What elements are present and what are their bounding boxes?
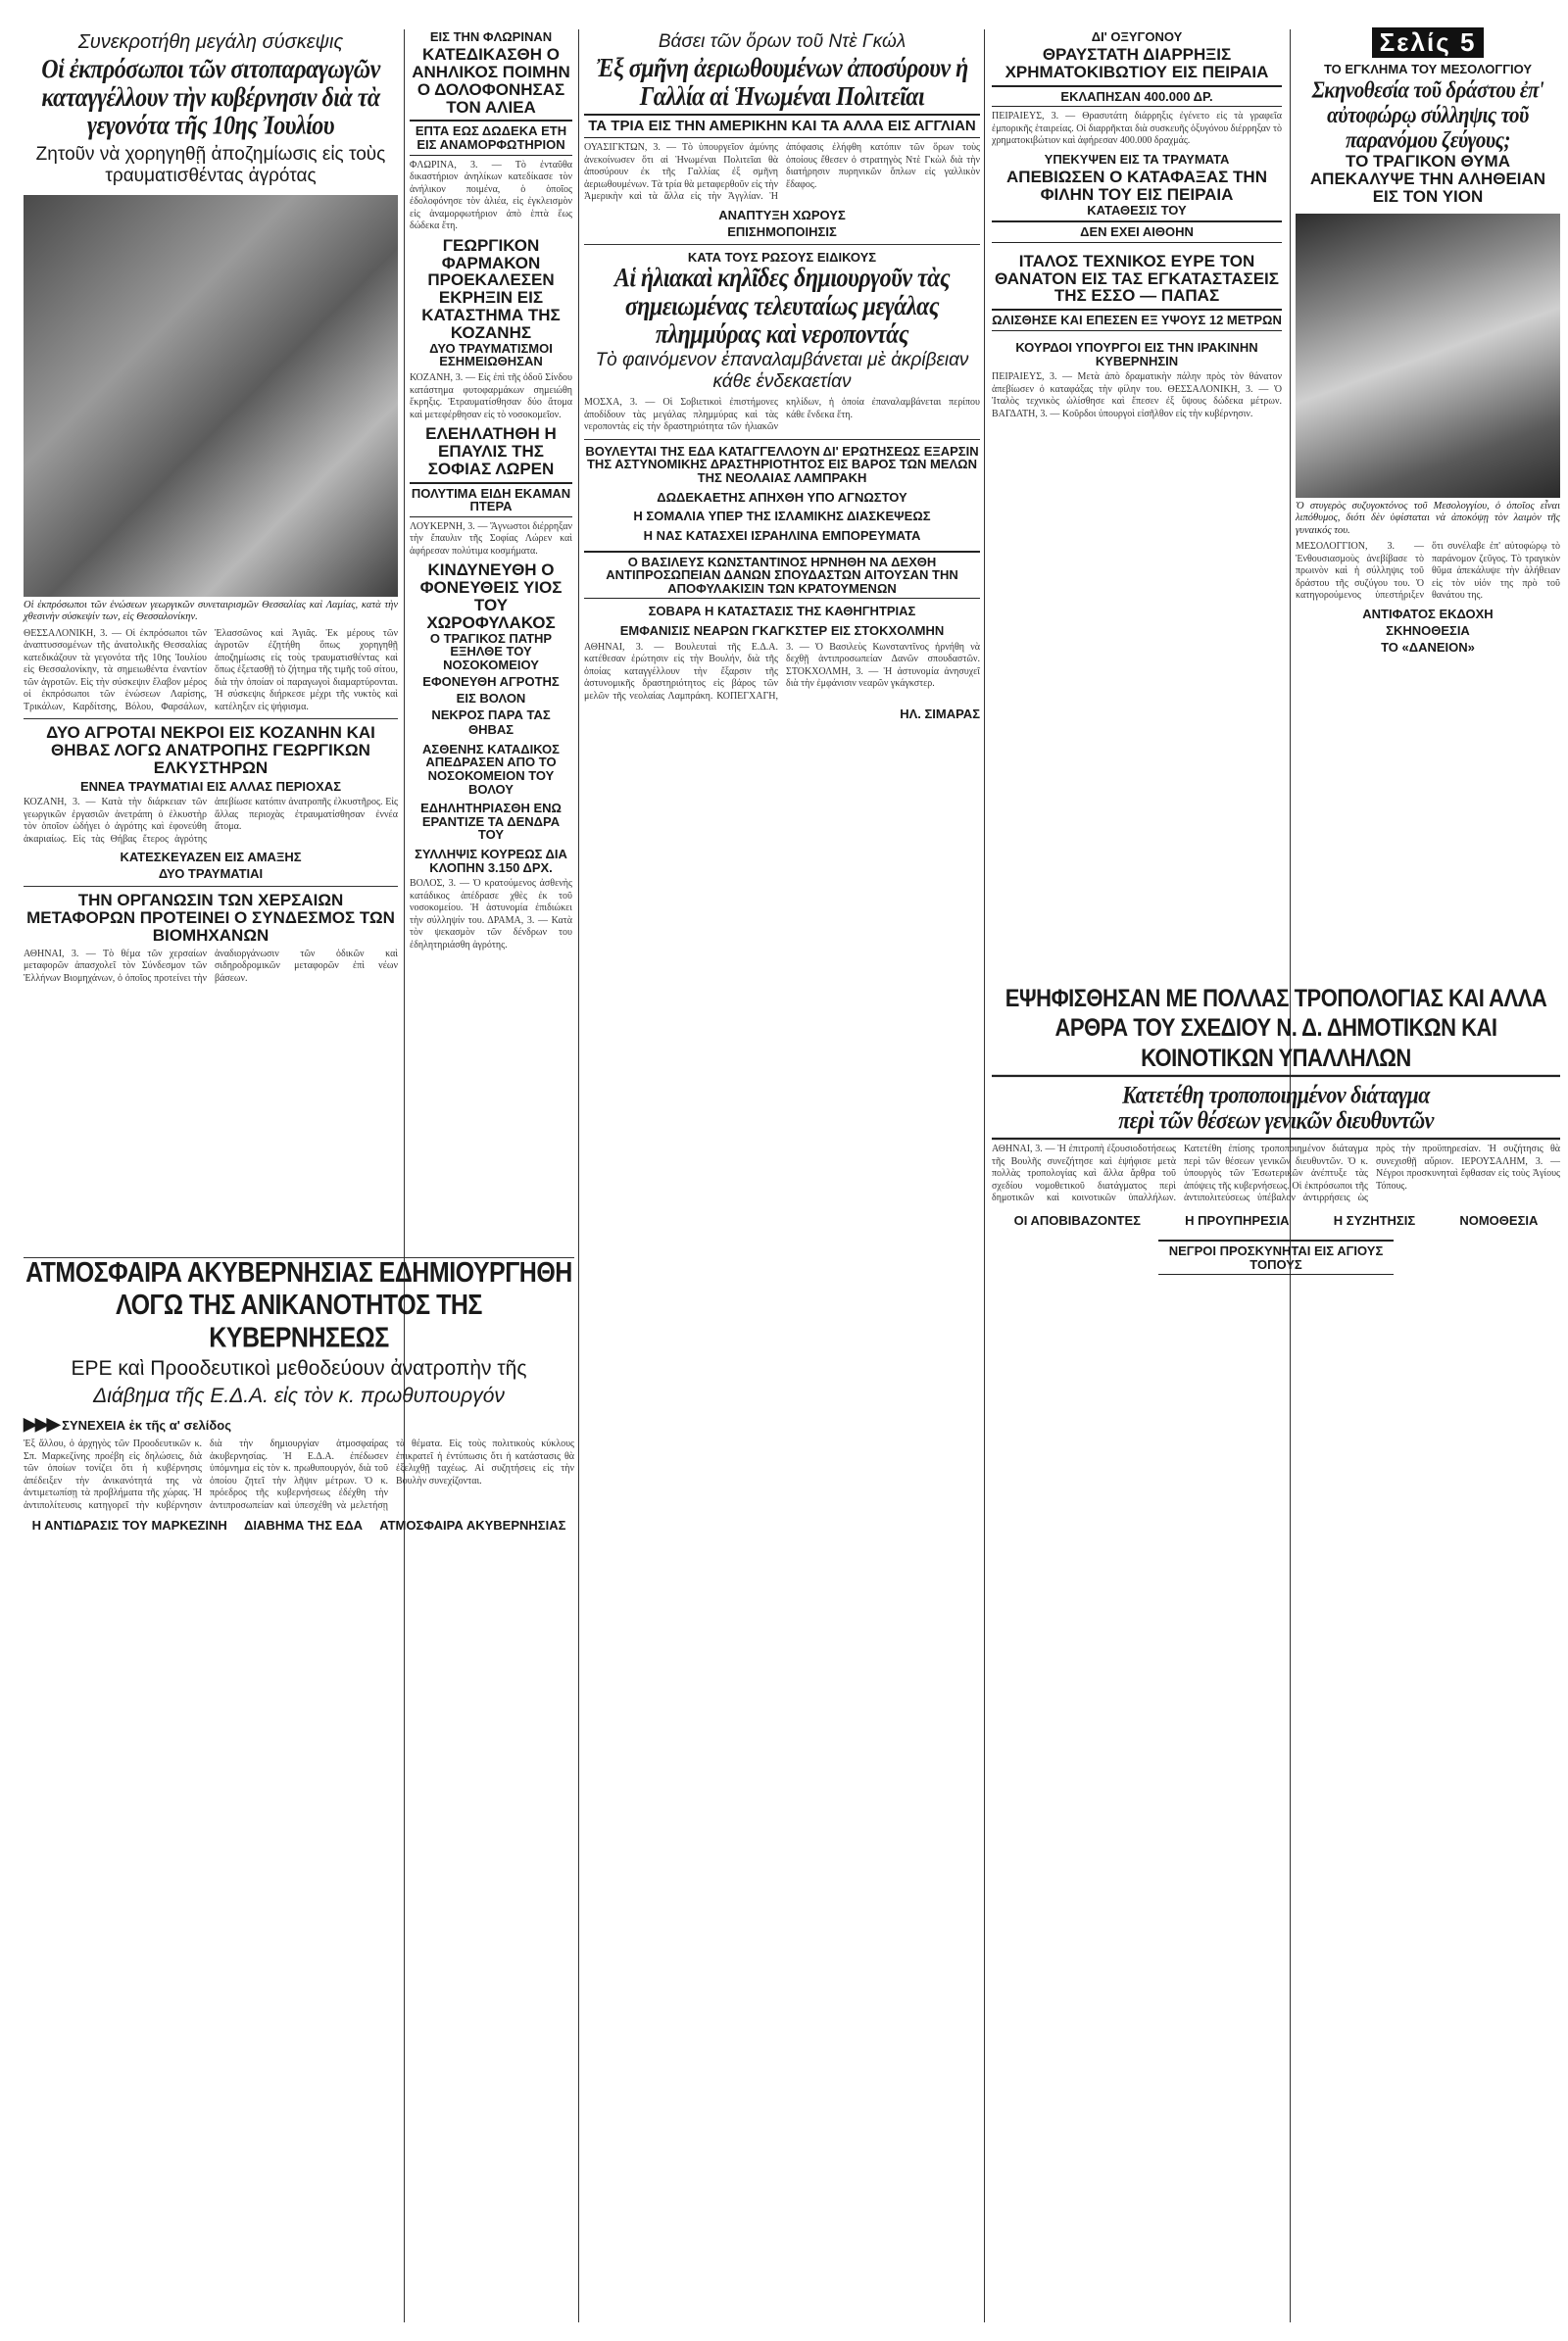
section-label: ΑΝΤΙΦΑΤΟΣ ΕΚΔΟΧΗ bbox=[1362, 606, 1494, 621]
article-body: ΘΕΣΣΑΛΟΝΙΚΗ, 3. — Οἱ ἐκπρόσωποι τῶν ἀναπτυσσομένων τῆς ἀνατολικῆς Θεσσαλίας κατεδικάζουν τὰ γεγονότα τῆς 10ης Ἰουλίου εἰς Θεσσαλονίκην, τὰ σημειωθέντα ἐναντίον τῶν ἀγροτῶν. Εἰς τὴν σύσκεψιν ἔλαβον μέρος οἱ ἐκπρόσωποι τῶν ἑνώσεων Λαρίσης, Τρικάλων, Καρδίτσης, Βόλου, Φαρσάλων, Ἐλασσῶνος καὶ Ἀγιᾶς. Ἐκ μέρους τῶν ἀγροτῶν ἐζητήθη ὅπως χορηγηθῇ ἀποζημίωσις εἰς τοὺς τραυματισθέντας καὶ ὅπως ἐξετασθῇ τὸ ζήτημα τῆς τιμῆς τοῦ σίτου, διὰ τὴν ὁποίαν οἱ παραγωγοὶ διαμαρτύρονται. Ἡ σύσκεψις διήρκεσε μέχρι τῆς νυκτὸς καὶ κατέληξεν εἰς ψήφισμα. bbox=[24, 627, 398, 712]
headline-municipal-employees: ΕΨΗΦΙΣΘΗΣΑΝ ΜΕ ΠΟΛΛΑΣ ΤΡΟΠΟΛΟΓΙΑΣ ΚΑΙ ΑΛΛΑ ΑΡΘΡΑ ΤΟΥ ΣΧΕΔΙΟΥ Ν. Δ. ΔΗΜΟΤΙΚΩΝ ΚΑΙ ΚΟΙΝΟΤΙΚΩΝ ΥΠΑΛΛΗΛΩΝ bbox=[1004, 984, 1547, 1072]
section-label: ΝΟΜΟΘΕΣΙΑ bbox=[1459, 1212, 1539, 1228]
subheadline: περὶ τῶν θέσεων γενικῶν διευθυντῶν bbox=[992, 1107, 1560, 1140]
subheadline: Διάβημα τῆς Ε.Δ.Α. εἰς τὸν κ. πρωθυπουργόν bbox=[93, 1385, 505, 1408]
headline-king-constantine: Ο ΒΑΣΙΛΕΥΣ ΚΩΝΣΤΑΝΤΙΝΟΣ ΗΡΝΗΘΗ ΝΑ ΔΕΧΘΗ ΑΝΤΙΠΡΟΣΩΠΕΙΑΝ ΔΑΝΩΝ ΣΠΟΥΔΑΣΤΩΝ ΑΙΤΟΥΣΑΝ ΤΗΝ ΑΠΟΦΥΛΑΚΙΣΙΝ ΤΩΝ ΚΡΑΤΟΥΜΕΝΩΝ bbox=[584, 551, 980, 600]
headline-loren: ΕΛΕΗΛΑΤΗΘΗ Η ΕΠΑΥΛΙΣ ΤΗΣ ΣΟΦΙΑΣ ΛΩΡΕΝ bbox=[425, 424, 557, 478]
photo-caption: Ὁ στυγερὸς συζυγοκτόνος τοῦ Μεσολογγίου, ὁ ὁποῖος εἶναι λιπόθυμος, διότι δὲν ὑφίσταται νὰ ἀποκόψῃ τὸν λαιμὸν τῆς γυναικός του. bbox=[1296, 500, 1560, 536]
headline-pilgrims: ΝΕΓΡΟΙ ΠΡΟΣΚΥΝΗΤΑΙ ΕΙΣ ΑΓΙΟΥΣ ΤΟΠΟΥΣ bbox=[1158, 1240, 1394, 1275]
section-label: Η ΠΡΟΥΠΗΡΕΣΙΑ bbox=[1185, 1212, 1290, 1228]
article-body: ΑΘΗΝΑΙ, 3. — Τὸ θέμα τῶν χερσαίων μεταφορῶν ἀπασχολεῖ τὸν Σύνδεσμον τῶν Ἑλλήνων Βιομηχάνων, ὁ ὁποῖος προτείνει τὴν ἀναδιοργάνωσιν τῶν ὁδικῶν καὶ σιδηροδρομικῶν μεταφορῶν ἐπὶ νέων βάσεων. bbox=[24, 948, 398, 984]
headline-kozani-explosion: ΓΕΩΡΓΙΚΟΝ ΦΑΡΜΑΚΟΝ ΠΡΟΕΚΑΛΕΣΕΝ ΕΚΡΗΞΙΝ ΕΙΣ ΚΑΤΑΣΤΗΜΑ ΤΗΣ ΚΟΖΑΝΗΣ bbox=[421, 235, 561, 342]
subheadline: ΕΞΗΛΘΕ ΤΟΥ ΝΟΣΟΚΟΜΕΙΟΥ bbox=[443, 644, 539, 672]
photo-suspect bbox=[1296, 214, 1560, 498]
section-label: ΕΙΣ ΒΟΛΟΝ bbox=[456, 690, 526, 706]
kicker: Συνεκροτήθη μεγάλη σύσκεψις bbox=[77, 31, 344, 53]
article-body: Ἐξ ἄλλου, ὁ ἀρχηγὸς τῶν Προοδευτικῶν κ. Σπ. Μαρκεζίνης προέβη εἰς δηλώσεις, διὰ τῶν ὁποίων τονίζει ὅτι ἡ κυβέρνησις ἀπέδειξεν τὴν ἀνικανότητά της νὰ ἀντιμετωπίσῃ τὰ προβλήματα τῆς χώρας. Ἡ ἀντιπολίτευσις κατηγορεῖ τὴν κυβέρνησιν διὰ τὴν δημιουργίαν ἀτμοσφαίρας ἀκυβερνησίας. Ἡ Ε.Δ.Α. ἐπέδωσεν ὑπόμνημα εἰς τὸν κ. πρωθυπουργόν, διὰ τοῦ ὁποίου ζητεῖ τὴν λῆψιν μέτρων. Ὁ κ. πρόεδρος τῆς κυβερνήσεως ἐδέχθη τὴν ἀντιπροσωπείαν καὶ ὑπεσχέθη νὰ μελετήσῃ τὰ θέματα. Εἰς τοὺς πολιτικοὺς κύκλους ἐπικρατεῖ ἡ ἐντύπωσις ὅτι ἡ κατάστασις θὰ ἐξελιχθῇ ταχέως. Αἱ συζητήσεις εἰς τὴν Βουλὴν συνεχίζονται. bbox=[24, 1439, 574, 1511]
subheadline: ΕΡΕ καὶ Προοδευτικοὶ μεθοδεύουν ἀνατροπὴν τῆς bbox=[71, 1357, 527, 1381]
column-3 bbox=[584, 27, 980, 723]
headline-gangsters: ΕΜΦΑΝΙΣΙΣ ΝΕΑΡΩΝ ΓΚΑΓΚΣΤΕΡ ΕΙΣ ΣΤΟΚΧΟΛΜΗΝ bbox=[619, 623, 945, 639]
headline-sunspots: Αἱ ἡλιακαὶ κηλῖδες δημιουργοῦν τὰς σημειωμένας τελευταίως μεγάλας πλημμύρας καὶ νεροποντάς bbox=[613, 263, 951, 350]
article-body: ΠΕΙΡΑΙΕΥΣ, 3. — Μετὰ ἀπὸ δραματικὴν πάλην πρὸς τὸν θάνατον ἀπεβίωσεν ὁ καταφάξας τὴν φίλην του. ΘΕΣΣΑΛΟΝΙΚΗ, 3. — Ὁ Ἰταλὸς τεχνικὸς ὠλίσθησε καὶ ἔπεσεν ἐξ ὕψους δώδεκα μέτρων. ΒΑΓΔΑΤΗ, 3. — Κοῦρδοι ὑπουργοὶ εἰσῆλθον εἰς τὴν κυβέρνησιν. bbox=[992, 371, 1282, 419]
article-body: ΑΘΗΝΑΙ, 3. — Βουλευταὶ τῆς Ε.Δ.Α. κατέθεσαν ἐρώτησιν εἰς τὴν Βουλήν, διὰ τῆς ὁποίας καταγγέλλουν τὴν ἔξαρσιν τῆς ἀστυνομικῆς δραστηριότητος εἰς βάρος τῶν μελῶν τῆς νεολαίας Λαμπράκη. ΚΟΠΕΓΧΑΓΗ, 3. — Ὁ Βασιλεὺς Κωνσταντῖνος ἠρνήθη νὰ δεχθῇ ἀντιπροσωπείαν Δανῶν σπουδαστῶν. ΣΤΟΚΧΟΛΜΗ, 3. — Ἡ ἀστυνομία ἀνησυχεῖ διὰ τὴν ἐμφάνισιν νεαρῶν γκάγκστερ. bbox=[584, 641, 980, 702]
photo-caption: Οἱ ἐκπρόσωποι τῶν ἑνώσεων γεωργικῶν συνεταιρισμῶν Θεσσαλίας καὶ Λαμίας, κατὰ τὴν χθεσινὴν σύσκεψίν των, εἰς Θεσσαλονίκην. bbox=[24, 599, 398, 623]
section-label: ΣΚΗΝΟΘΕΣΙΑ bbox=[1386, 622, 1470, 638]
continuation-label bbox=[24, 1414, 574, 1435]
headline-barber: ΣΥΛΛΗΨΙΣ ΚΟΥΡΕΩΣ ΔΙΑ ΚΛΟΠΗΝ 3.150 ΔΡΧ. bbox=[415, 847, 567, 875]
section-label: Η ΣΥΖΗΤΗΣΙΣ bbox=[1333, 1212, 1416, 1228]
headline-grain-producers: Οἱ ἐκπρόσωποι τῶν σιτοπαραγωγῶν καταγγέλλουν τὴν κυβέρνησιν διὰ τὰ γεγονότα τῆς 10ης Ἰουλίου bbox=[41, 55, 380, 142]
column-rule bbox=[404, 29, 405, 2322]
subheadline: ΕΣΗΜΕΙΩΘΗΣΑΝ bbox=[439, 354, 543, 369]
article-body: ΛΟΥΚΕΡΝΗ, 3. — Ἄγνωστοι διέρρηξαν τὴν ἔπαυλιν τῆς Σοφίας Λώρεν καὶ ἀφήρεσαν πολύτιμα κοσμήματα. bbox=[410, 520, 572, 557]
headline-gendarme-son: ΚΙΝΔΥΝΕΥΘΗ Ο ΦΟΝΕΥΘΕΙΣ ΥΙΟΣ ΤΟΥ ΧΩΡΟΦΥΛΑΚΟΣ bbox=[419, 561, 563, 632]
section-label: ΤΟ ΕΓΚΛΗΜΑ ΤΟΥ ΜΕΣΟΛΟΓΓΙΟΥ bbox=[1323, 62, 1533, 76]
article-body: ΠΕΙΡΑΙΕΥΣ, 3. — Θρασυτάτη διάρρηξις ἐγένετο εἰς τὰ γραφεῖα ἐμπορικῆς ἑταιρείας. Οἱ διαρρῆκται διὰ συσκευῆς ὀξυγόνου διέρρηξαν τὸ χρηματοκιβώτιον καὶ ἀφήρεσαν 400.000 δραχμάς. bbox=[992, 111, 1282, 147]
section-label: ΔΥΟ ΤΡΑΥΜΑΤΙΑΙ bbox=[158, 866, 264, 882]
subheadline: ΕΠΤΑ ΕΩΣ ΔΩΔΕΚΑ ΕΤΗ ΕΙΣ ΑΝΑΜΟΡΦΩΤΗΡΙΟΝ bbox=[410, 120, 572, 155]
headline-somalia: Η ΣΟΜΑΛΙΑ ΥΠΕΡ ΤΗΣ ΙΣΛΑΜΙΚΗΣ ΔΙΑΣΚΕΨΕΩΣ bbox=[633, 509, 931, 524]
subheadline: Τὸ φαινόμενον ἐπαναλαμβάνεται μὲ ἀκρίβειαν κάθε ἑνδεκαετίαν bbox=[595, 350, 969, 393]
page-number-badge: Σελίς 5 bbox=[1372, 27, 1485, 58]
subheadline: ΕΝΝΕΑ ΤΡΑΥΜΑΤΙΑΙ ΕΙΣ ΑΛΛΑΣ ΠΕΡΙΟΧΑΣ bbox=[79, 778, 341, 794]
section-label: ΕΙΣ ΤΗΝ ΦΛΩΡΙΝΑΝ bbox=[429, 29, 553, 44]
subheadline: Ζητοῦν νὰ χορηγηθῇ ἀποζημίωσις εἰς τοὺς τραυματισθέντας ἀγρότας bbox=[35, 143, 386, 186]
continuation-text: ΣΥΝΕΧΕΙΑ ἐκ τῆς α' σελίδος bbox=[62, 1418, 231, 1434]
headline-eda-police: ΒΟΥΛΕΥΤΑΙ ΤΗΣ ΕΔΑ ΚΑΤΑΓΓΕΛΛΟΥΝ ΔΙ' ΕΡΩΤΗΣΕΩΣ ΕΞΑΡΣΙΝ ΤΗΣ ΑΣΤΥΝΟΜΙΚΗΣ ΔΡΑΣΤΗΡΙΟΤΗΤΟΣ ΕΙΣ ΒΑΡΟΣ ΤΩΝ ΜΕΛΩΝ ΤΗΣ ΝΕΟΛΑΙΑΣ ΛΑΜΠΡΑΚΗ bbox=[585, 443, 979, 485]
main-political-article bbox=[24, 1252, 574, 1535]
headline-mesolongi: Σκηνοθεσία τοῦ δράστου ἐπ' αὐτοφώρῳ σύλληψις τοῦ παρανόμου ζεύγους; bbox=[1311, 75, 1544, 154]
subheadline: ΤΑ ΤΡΙΑ ΕΙΣ ΤΗΝ ΑΜΕΡΙΚΗΝ ΚΑΙ ΤΑ ΑΛΛΑ ΕΙΣ ΑΓΓΛΙΑΝ bbox=[584, 114, 980, 138]
article-body: ΟΥΑΣΙΓΚΤΩΝ, 3. — Τὸ ὑπουργεῖον ἀμύνης ἀνεκοίνωσεν ὅτι αἱ Ἡνωμέναι Πολιτεῖαι θὰ ἀποσύρουν ἐκ τῆς Γαλλίας ἐξ σμῆνη ἀεριωθουμένων. Τὰ τρία θὰ μεταφερθοῦν εἰς τὴν Ἀμερικὴν καὶ τὰ ἄλλα εἰς τὴν Ἀγγλίαν. Ἡ ἀπόφασις ἐλήφθη κατόπιν τῶν ὅρων τοὺς ὁποίους ἔθεσεν ὁ στρατηγὸς Ντὲ Γκὼλ διὰ τὴν διατήρησιν πυρηνικῶν ὅπλων εἰς γαλλικὸν ἔδαφος. bbox=[584, 142, 980, 203]
headline-piraeus-stabbing: ΑΠΕΒΙΩΣΕΝ Ο ΚΑΤΑΦΑΞΑΣ ΤΗΝ ΦΙΛΗΝ ΤΟΥ ΕΙΣ ΠΕΙΡΑΙΑ bbox=[1006, 167, 1267, 204]
article-body: ΒΟΛΟΣ, 3. — Ὁ κρατούμενος ἀσθενὴς κατάδικος ἀπέδρασε χθὲς ἐκ τοῦ νοσοκομείου. Ἡ ἀστυνομία ἐπιδιώκει τὴν σύλληψίν του. ΔΡΑΜΑ, 3. — Κατὰ τὸν ψεκασμὸν τῶν δένδρων του ἐδηλητηριάσθη ἀγρότης. bbox=[410, 878, 572, 951]
headline-abducted: ΔΩΔΕΚΑΕΤΗΣ ΑΠΗΧΘΗ ΥΠΟ ΑΓΝΩΣΤΟΥ bbox=[657, 489, 907, 505]
article-body: ΜΕΣΟΛΟΓΓΙΟΝ, 3. — Ἐνθουσιασμοὺς ἀνεβίβασε τὸ πρωινὸν καὶ ἡ σύλληψις τοῦ δράστου τῆς συζύγου του. Ὁ κατηγορούμενος ὑπεστήριξεν ὅτι συνέλαβε ἐπ' αὐτοφώρῳ τὸ παράνομον ζεῦγος. Τὸ τραγικὸν θῦμα ἀπεκάλυψε τὴν ἀλήθειαν εἰς τὸν υἱόν της πρὸ τοῦ θανάτου της. bbox=[1296, 541, 1560, 602]
headline-ungovernability: ΑΤΜΟΣΦΑΙΡΑ ΑΚΥΒΕΡΝΗΣΙΑΣ ΕΔΗΜΙΟΥΡΓΗΘΗ ΛΟΓΩ ΤΗΣ ΑΝΙΚΑΝΟΤΗΤΟΣ ΤΗΣ ΚΥΒΕΡΝΗΣΕΩΣ bbox=[25, 1256, 572, 1353]
article-body: ΜΟΣΧΑ, 3. — Οἱ Σοβιετικοὶ ἐπιστήμονες ἀποδίδουν τὰς μεγάλας πλημμύρας καὶ τὰς νεροποντὰς εἰς τὴν δραστηριότητα τῶν ἡλιακῶν κηλίδων, ἡ ὁποία ἐπαναλαμβάνεται περίπου κάθε ἕνδεκα ἔτη. bbox=[584, 397, 980, 433]
article-body: ΚΟΖΑΝΗ, 3. — Κατὰ τὴν διάρκειαν τῶν γεωργικῶν ἐργασιῶν ἀνετράπη ὁ ἐλκυστὴρ τὸν ὁποῖον ὡδήγει ὁ ἀγρότης καὶ ἐφονεύθη ἀκαριαίως. Εἰς τὰς Θήβας ἕτερος ἀγρότης ἀπεβίωσε κατόπιν ἀνατροπῆς ἐλκυστῆρος. Εἰς ἄλλας περιοχὰς ἐτραυματίσθησαν ἐννέα ἄτομα. bbox=[24, 797, 398, 845]
headline-farmers-dead: ΔΥΟ ΑΓΡΟΤΑΙ ΝΕΚΡΟΙ ΕΙΣ ΚΟΖΑΝΗΝ ΚΑΙ ΘΗΒΑΣ ΛΟΓΩ ΑΝΑΤΡΟΠΗΣ ΓΕΩΡΓΙΚΩΝ ΕΛΚΥΣΤΗΡΩΝ bbox=[46, 723, 375, 777]
subheadline: Ο ΤΡΑΓΙΚΟΣ ΠΑΤΗΡ bbox=[429, 630, 553, 646]
headline-florina: ΚΑΤΕΔΙΚΑΣΘΗ Ο ΑΝΗΛΙΚΟΣ ΠΟΙΜΗΝ Ο ΔΟΛΟΦΟΝΗΣΑΣ ΤΟΝ ΑΛΙΕΑ bbox=[412, 45, 570, 117]
headline-poisoned: ΕΔΗΛΗΤΗΡΙΑΣΘΗ ΕΝΩ ΕΡΑΝΤΙΖΕ ΤΑ ΔΕΝΔΡΑ ΤΟΥ bbox=[420, 801, 562, 843]
subheadline: Κατετέθη τροποποιημένον διάταγμα bbox=[992, 1075, 1560, 1107]
column-4 bbox=[992, 27, 1282, 424]
subheadline: ΩΛΙΣΘΗΣΕ ΚΑΙ ΕΠΕΣΕΝ ΕΞ ΥΨΟΥΣ 12 ΜΕΤΡΩΝ bbox=[992, 309, 1282, 331]
headline-kurd-ministers: ΚΟΥΡΔΟΙ ΥΠΟΥΡΓΟΙ ΕΙΣ ΤΗΝ ΙΡΑΚΙΝΗΝ ΚΥΒΕΡΝΗΣΙΝ bbox=[1015, 339, 1258, 368]
column-1 bbox=[24, 27, 398, 989]
section-label: ΕΠΙΣΗΜΟΠΟΙΗΣΙΣ bbox=[727, 223, 837, 239]
subheadline: ΔΕΝ ΕΧΕΙ ΑΙΘΟΗΝ bbox=[992, 220, 1282, 243]
section-label: ΚΑΤΑ ΤΟΥΣ ΡΩΣΟΥΣ ΕΙΔΙΚΟΥΣ bbox=[687, 249, 877, 265]
column-rule bbox=[578, 29, 579, 2322]
column-2 bbox=[410, 27, 572, 955]
subheadline: ΠΟΛΥΤΙΜΑ ΕΙΔΗ ΕΚΑΜΑΝ ΠΤΕΡΑ bbox=[410, 482, 572, 517]
section-label: ΝΕΚΡΟΣ ΠΑΡΑ ΤΑΣ ΘΗΒΑΣ bbox=[431, 707, 551, 737]
section-label: ΑΝΑΠΤΥΞΗ ΧΩΡΟΥΣ bbox=[718, 207, 846, 222]
subheadline: ΕΚΛΑΠΗΣΑΝ 400.000 ΔΡ. bbox=[992, 85, 1282, 108]
section-label: ΚΑΤΕΣΚΕΥΑΖΕΝ ΕΙΣ ΑΜΑΞΗΣ bbox=[120, 850, 302, 865]
headline-de-gaulle: Ἐξ σμῆνη ἀεριωθουμένων ἀποσύρουν ἡ Γαλλία αἱ Ἡνωμέναι Πολιτεῖαι bbox=[596, 54, 968, 112]
section-label: ΑΤΜΟΣΦΑΙΡΑ ΑΚΥΒΕΡΝΗΣΙΑΣ bbox=[379, 1518, 566, 1534]
subheadline: ΔΥΟ ΤΡΑΥΜΑΤΙΣΜΟΙ bbox=[429, 340, 553, 356]
article-body: ΦΛΩΡΙΝΑ, 3. — Τὸ ἐνταῦθα δικαστήριον ἀνηλίκων κατεδίκασε τὸν ἀνήλικον ποιμένα, ὁ ὁποῖος ἐδολοφόνησε τὸν ἁλιέα, εἰς ἐγκλεισμὸν εἰς ἀναμορφωτήριον ἀπὸ ἑπτὰ ἕως δώδεκα ἔτη. bbox=[410, 159, 572, 232]
headline-safe-burglary: ΘΡΑΥΣΤΑΤΗ ΔΙΑΡΡΗΞΙΣ ΧΡΗΜΑΤΟΚΙΒΩΤΙΟΥ ΕΙΣ ΠΕΙΡΑΙΑ bbox=[1004, 45, 1269, 81]
section-label: Η ΑΝΤΙΔΡΑΣΙΣ ΤΟΥ ΜΑΡΚΕΖΙΝΗ bbox=[31, 1518, 227, 1534]
section-label: ΤΟ «ΔΑΝΕΙΟΝ» bbox=[1381, 639, 1475, 655]
subheadline: ΤΟ ΤΡΑΓΙΚΟΝ ΘΥΜΑ ΑΠΕΚΑΛΥΨΕ ΤΗΝ ΑΛΗΘΕΙΑΝ ΕΙΣ ΤΟΝ ΥΙΟΝ bbox=[1309, 152, 1546, 206]
headline-teacher: ΣΟΒΑΡΑ Η ΚΑΤΑΣΤΑΣΙΣ ΤΗΣ ΚΑΘΗΓΗΤΡΙΑΣ bbox=[648, 604, 916, 619]
arrow-icon: ▶▶▶ bbox=[24, 1414, 59, 1435]
kicker: Βάσει τῶν ὅρων τοῦ Ντὲ Γκώλ bbox=[658, 31, 906, 52]
headline-italian-technician: ΙΤΑΛΟΣ ΤΕΧΝΙΚΟΣ ΕΥΡΕ ΤΟΝ ΘΑΝΑΤΟΝ ΕΙΣ ΤΑΣ ΕΓΚΑΤΑΣΤΑΣΕΙΣ ΤΗΣ ΕΣΣΟ — ΠΑΠΑΣ bbox=[995, 251, 1279, 306]
section-label: ΟΙ ΑΠΟΒΙΒΑΖΟΝΤΕΣ bbox=[1013, 1212, 1141, 1228]
subheadline: ΚΑΤΑΘΕΣΙΣ ΤΟΥ bbox=[1087, 202, 1187, 218]
headline-nasser: Η ΝΑΣ ΚΑΤΑΣΧΕΙ ΙΣΡΑΗΛΙΝΑ ΕΜΠΟΡΕΥΜΑΤΑ bbox=[643, 527, 921, 543]
section-label: ΥΠΕΚΥΨΕΝ ΕΙΣ ΤΑ ΤΡΑΥΜΑΤΑ bbox=[1044, 151, 1230, 167]
section-label: ΕΦΟΝΕΥΘΗ ΑΓΡΟΤΗΣ bbox=[422, 673, 560, 689]
article-body: ΑΘΗΝΑΙ, 3. — Ἡ ἐπιτροπὴ ἐξουσιοδοτήσεως τῆς Βουλῆς συνεζήτησε καὶ ἐψήφισε μετὰ πολλὰς τροπολογίας καὶ ἄλλα ἄρθρα τοῦ σχεδίου νομοθετικοῦ διατάγματος περὶ δημοτικῶν καὶ κοινοτικῶν ὑπαλλήλων. Κατετέθη ἐπίσης τροποποιημένον διάταγμα περὶ τῶν θέσεων γενικῶν διευθυντῶν. Ὁ κ. ὑπουργὸς τῶν Ἐσωτερικῶν ἀνέπτυξε τὰς ἀπόψεις τῆς κυβερνήσεως. Οἱ ἐκπρόσωποι τῆς ἀντιπολιτεύσεως ὑπέβαλον ἀντιρρήσεις ὡς πρὸς τὴν προϋπηρεσίαν. Ἡ συζήτησις θὰ συνεχισθῇ αὔριον. ΙΕΡΟΥΣΑΛΗΜ, 3. — Νέγροι προσκυνηταὶ ἔφθασαν εἰς τοὺς Ἁγίους Τόπους. bbox=[992, 1144, 1560, 1204]
column-5 bbox=[1296, 27, 1560, 657]
law-article bbox=[992, 984, 1560, 1285]
column-rule bbox=[984, 29, 985, 2322]
headline-transport: ΤΗΝ ΟΡΓΑΝΩΣΙΝ ΤΩΝ ΧΕΡΣΑΙΩΝ ΜΕΤΑΦΟΡΩΝ ΠΡΟΤΕΙΝΕΙ Ο ΣΥΝΔΕΣΜΟΣ ΤΩΝ ΒΙΟΜΗΧΑΝΩΝ bbox=[26, 891, 395, 945]
byline: ΗΛ. ΣΙΜΑΡΑΣ bbox=[900, 707, 980, 722]
photo-meeting bbox=[24, 195, 398, 597]
section-label: ΔΙΑΒΗΜΑ ΤΗΣ ΕΔΑ bbox=[243, 1518, 364, 1534]
article-body: ΚΟΖΑΝΗ, 3. — Εἰς ἐπὶ τῆς ὁδοῦ Σίνδου κατάστημα φυτοφαρμάκων σημειώθη ἔκρηξις. Ἐτραυματίσθησαν δύο ἄτομα καὶ μετεφέρθησαν εἰς τὸ νοσοκομεῖον. bbox=[410, 372, 572, 420]
section-label: ΔΙ' ΟΞΥΓΟΝΟΥ bbox=[1091, 29, 1183, 44]
headline-escape: ΑΣΘΕΝΗΣ ΚΑΤΑΔΙΚΟΣ ΑΠΕΔΡΑΣΕΝ ΑΠΟ ΤΟ ΝΟΣΟΚΟΜΕΙΟΝ ΤΟΥ ΒΟΛΟΥ bbox=[422, 741, 560, 797]
